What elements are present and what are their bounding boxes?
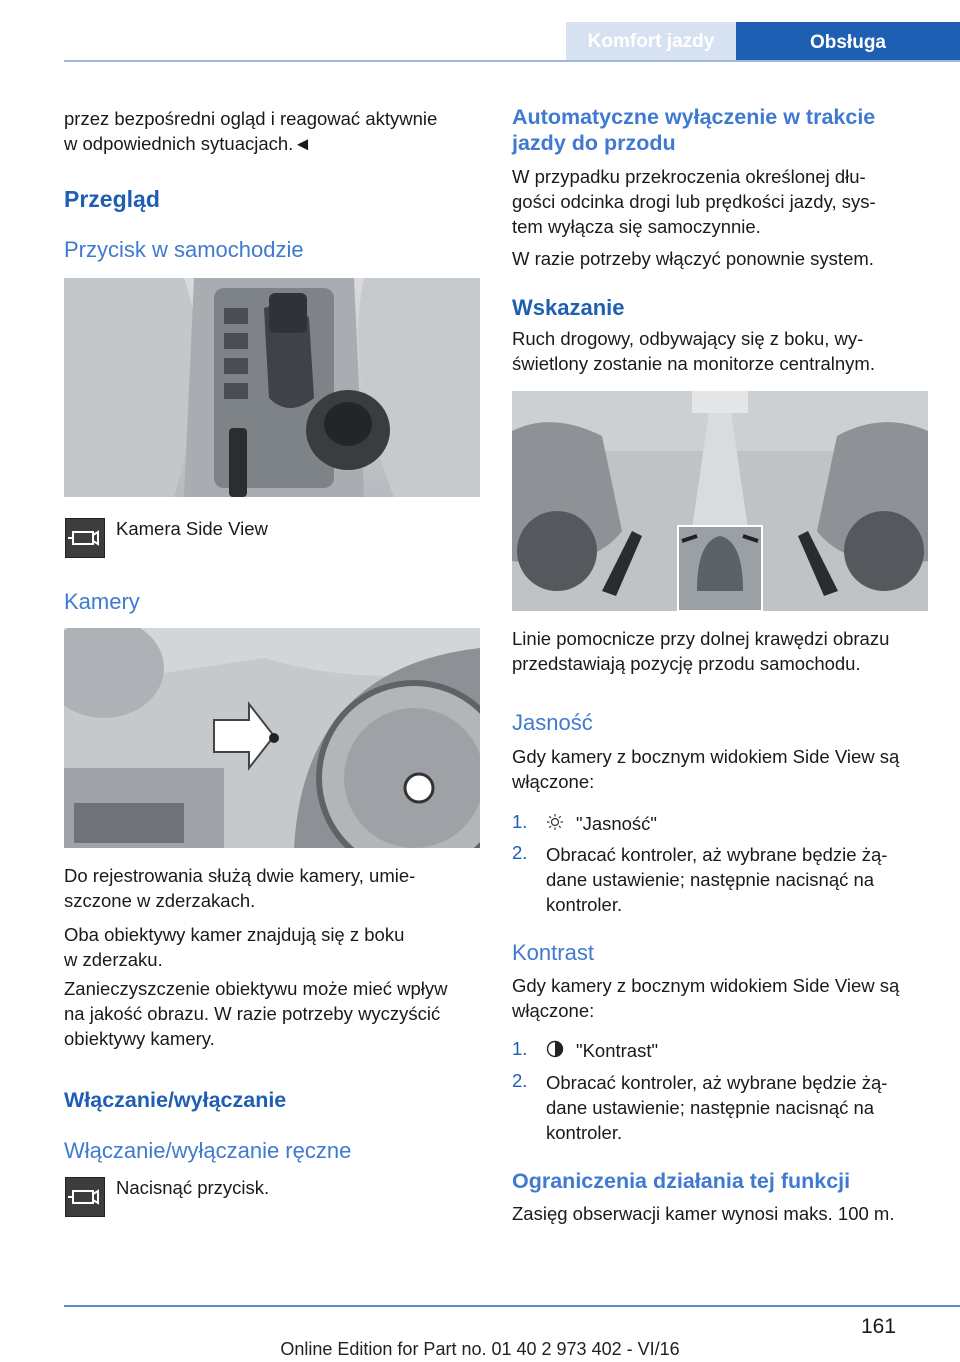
bumper-camera-photo — [64, 628, 480, 848]
heading-auto-off-line2: jazdy do przodu — [512, 131, 676, 155]
manual-caption: Nacisnąć przycisk. — [116, 1177, 270, 1198]
contrast-step-2-line3: kontroler. — [546, 1122, 623, 1143]
auto-text-line3: tem wyłącza się samoczynnie. — [512, 216, 761, 237]
cameras-text-1-line1: Do rejestrowania służą dwie kamery, umie‐ — [64, 865, 416, 886]
contrast-text-line2: włączone: — [512, 1000, 595, 1021]
cameras-text-3-line3: obiektywy kamery. — [64, 1028, 215, 1049]
contrast-text-line1: Gdy kamery z bocznym widokiem Side View są — [512, 975, 900, 996]
auto-text-2: W razie potrzeby włączyć ponownie system. — [512, 248, 874, 269]
intro-text-line2: w odpowiednich sytuacjach.◄ — [64, 133, 312, 154]
heading-contrast: Kontrast — [512, 940, 594, 965]
side-view-display-image — [512, 391, 928, 611]
auto-text-line1: W przypadku przekroczenia określonej dłu‐ — [512, 166, 866, 187]
display-text-2-line1: Linie pomocnicze przy dolnej krawędzi obrazu — [512, 628, 890, 649]
heading-display: Wskazanie — [512, 295, 625, 320]
heading-on-off: Włączanie/wyłączanie — [64, 1088, 287, 1112]
brightness-step-2-number: 2. — [512, 842, 528, 863]
intro-text-line1: przez bezpośredni ogląd i reagować aktywnie — [64, 108, 438, 129]
display-text-line1: Ruch drogowy, odbywający się z boku, wy‐ — [512, 328, 864, 349]
brightness-step-2-line2: dane ustawienie; następnie nacisnąć na — [546, 869, 875, 890]
brightness-text-line2: włączone: — [512, 771, 595, 792]
cameras-text-3-line1: Zanieczyszczenie obiektywu może mieć wpływ — [64, 978, 448, 999]
header-rule — [64, 60, 960, 62]
cameras-text-1-line2: szczone w zderzakach. — [64, 890, 256, 911]
contrast-half-circle-icon — [546, 1040, 564, 1058]
display-text-line2: świetlony zostanie na monitorze centralnym. — [512, 353, 875, 374]
brightness-step-1-number: 1. — [512, 811, 528, 832]
cameras-text-3-line2: na jakość obrazu. W razie potrzeby wyczyścić — [64, 1003, 441, 1024]
contrast-step-2-number: 2. — [512, 1070, 528, 1091]
heading-manual-on-off: Włączanie/wyłączanie ręczne — [64, 1138, 352, 1163]
heading-brightness: Jasność — [512, 710, 593, 735]
footer-rule — [64, 1305, 960, 1307]
heading-cameras: Kamery — [64, 589, 140, 614]
contrast-step-1-text: "Kontrast" — [576, 1040, 659, 1061]
contrast-step-1-number: 1. — [512, 1038, 528, 1059]
heading-overview: Przegląd — [64, 186, 160, 212]
heading-auto-off-line1: Automatyczne wyłączenie w trakcie — [512, 105, 876, 129]
edition-footer: Online Edition for Part no. 01 40 2 973 402 - VI/16 — [280, 1339, 680, 1359]
heading-limits: Ograniczenia działania tej funkcji — [512, 1169, 851, 1193]
brightness-step-1-text: "Jasność" — [576, 813, 658, 834]
limits-text: Zasięg obserwacji kamer wynosi maks. 100 m. — [512, 1203, 895, 1224]
side-view-camera-button-icon — [65, 518, 105, 558]
cameras-text-2-line2: w zderzaku. — [64, 949, 163, 970]
contrast-step-2-line2: dane ustawienie; następnie nacisnąć na — [546, 1097, 875, 1118]
display-text-2-line2: przedstawiają pozycję przodu samochodu. — [512, 653, 861, 674]
center-console-photo — [64, 278, 480, 497]
cameras-text-2-line1: Oba obiektywy kamer znajdują się z boku — [64, 924, 405, 945]
brightness-sun-icon — [546, 813, 564, 831]
brightness-text-line1: Gdy kamery z bocznym widokiem Side View są — [512, 746, 900, 767]
chapter-tab: Obsługa — [736, 22, 960, 62]
side-view-camera-button-icon-2 — [65, 1177, 105, 1217]
page-number: 161 — [860, 1315, 896, 1338]
heading-button-in-car: Przycisk w samochodzie — [64, 237, 304, 262]
section-tab: Komfort jazdy — [566, 22, 736, 60]
brightness-step-2-line1: Obracać kontroler, aż wybrane będzie żą‐ — [546, 844, 888, 865]
button-caption: Kamera Side View — [116, 518, 268, 539]
brightness-step-2-line3: kontroler. — [546, 894, 623, 915]
contrast-step-2-line1: Obracać kontroler, aż wybrane będzie żą‐ — [546, 1072, 888, 1093]
auto-text-line2: gości odcinka drogi lub prędkości jazdy, sys‐ — [512, 191, 876, 212]
